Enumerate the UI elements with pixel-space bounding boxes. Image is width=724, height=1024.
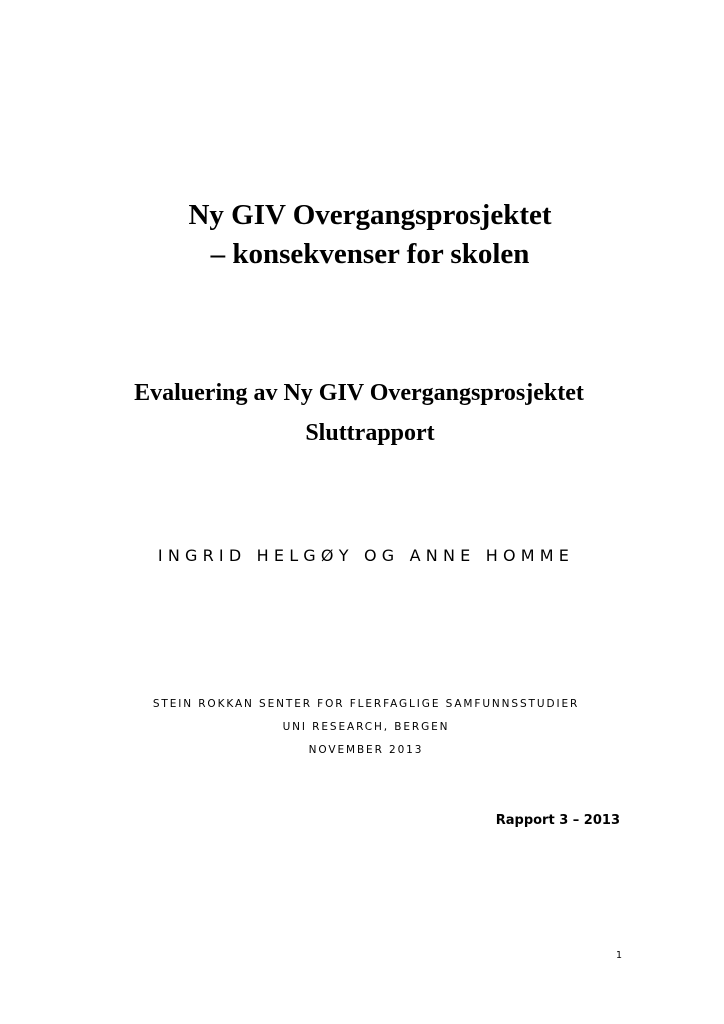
document-title-line-2: – konsekvenser for skolen [210,238,530,270]
document-title-line-1: Ny GIV Overgangsprosjektet [188,199,552,231]
document-subtitle-line-2: Sluttrapport [305,420,435,446]
document-subtitle-line-1: Evaluering av Ny GIV Overgangsprosjektet [134,380,584,406]
report-number: Rapport 3 – 2013 [495,813,620,828]
institution-location: UNI RESEARCH, BERGEN [282,721,450,733]
institution-name: STEIN ROKKAN SENTER FOR FLERFAGLIGE SAMFUNNSSTUDIER [152,698,580,710]
publication-date: NOVEMBER 2013 [308,744,424,756]
authors: INGRID HELGØY OG ANNE HOMME [157,546,575,565]
page-number: 1 [615,950,622,961]
